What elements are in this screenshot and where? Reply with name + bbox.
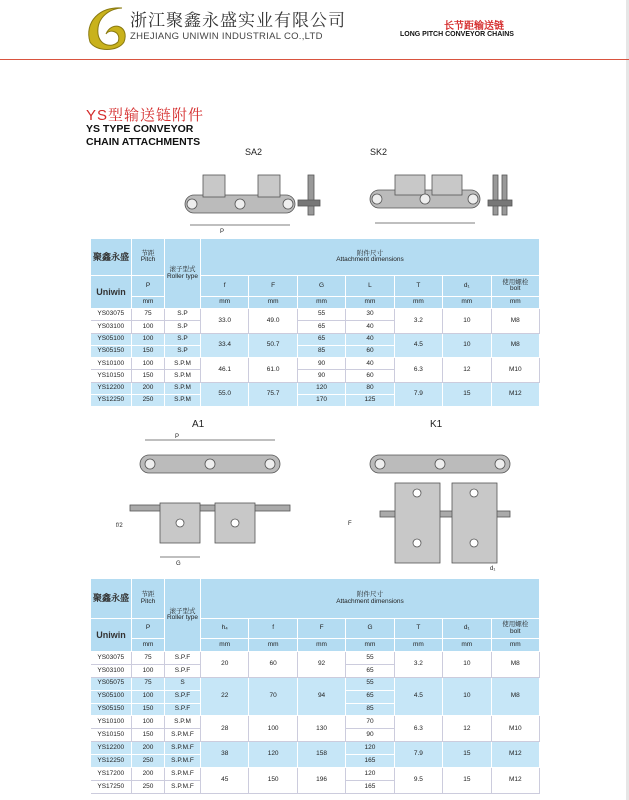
- catalog-title-cn: 长节距输送链: [444, 21, 504, 32]
- unit-cell: mm: [394, 297, 442, 309]
- roller-type-cell: S.P.M: [165, 370, 201, 382]
- roller-type-cell: S.P.M.F: [165, 742, 201, 755]
- pitch-header: 节距 Pitch: [132, 239, 165, 276]
- unit-cell: mm: [297, 639, 345, 652]
- dimension-cell-bolt: M10: [491, 716, 539, 742]
- dimension-cell-bolt: M8: [491, 652, 539, 678]
- dimension-cell-t: 3.2: [394, 652, 442, 678]
- dimension-cell-h4: 38: [201, 742, 249, 768]
- column-header: d₁: [443, 619, 491, 639]
- column-header: G: [297, 276, 345, 297]
- dimension-cell-f: 92: [297, 652, 345, 678]
- model-cell: YS12250: [91, 755, 132, 768]
- unit-cell: mm: [491, 639, 539, 652]
- dimension-cell: 80: [346, 382, 394, 394]
- pitch-cell: 75: [132, 309, 165, 321]
- model-cell: YS05075: [91, 677, 132, 690]
- dimension-cell: 60: [346, 370, 394, 382]
- dimension-cell: 165: [346, 755, 394, 768]
- dimension-cell: 40: [346, 358, 394, 370]
- attachment-table-1: [90, 238, 540, 407]
- unit-cell: mm: [132, 639, 165, 652]
- dimension-cell-bolt: M8: [491, 333, 539, 358]
- dimension-cell: 55: [297, 309, 345, 321]
- pitch-cell: 250: [132, 780, 165, 793]
- table-row: [91, 716, 540, 729]
- section-title-en: YS TYPE CONVEYOR: [86, 123, 194, 135]
- roller-type-header: 滚子型式 Roller type: [165, 579, 201, 652]
- dimension-cell: 85: [346, 703, 394, 716]
- brand-header-en: Uniwin: [91, 276, 132, 309]
- model-cell: YS05150: [91, 703, 132, 716]
- table-row: [91, 382, 540, 394]
- column-header: f: [249, 619, 297, 639]
- table-header-row: [91, 579, 540, 619]
- brand-header-en: Uniwin: [91, 619, 132, 652]
- model-cell: YS03075: [91, 652, 132, 665]
- sa2-sk2-diagrams: [170, 145, 530, 235]
- column-header: d₁: [443, 276, 491, 297]
- unit-cell: mm: [394, 639, 442, 652]
- dimension-cell-f: 100: [249, 716, 297, 742]
- dimension-cell: 120: [346, 742, 394, 755]
- pitch-symbol: P: [132, 276, 165, 297]
- column-header: f: [201, 276, 249, 297]
- dimension-cell-f: 158: [297, 742, 345, 768]
- pitch-cell: 250: [132, 755, 165, 768]
- dimension-cell-h4: 45: [201, 768, 249, 794]
- dimension-cell: 60: [346, 345, 394, 357]
- dimension-cell-bolt: M8: [491, 677, 539, 716]
- dimension-cell-f: 33.0: [201, 309, 249, 334]
- roller-type-cell: S.P.M.F: [165, 780, 201, 793]
- dimension-cell: 40: [346, 333, 394, 345]
- dimension-cell-f: 130: [297, 716, 345, 742]
- roller-type-cell: S.P.M: [165, 716, 201, 729]
- dimension-cell: 120: [346, 768, 394, 781]
- dimension-cell: 65: [297, 333, 345, 345]
- a1-k1-diagrams: [100, 415, 540, 575]
- roller-type-cell: S.P: [165, 333, 201, 345]
- model-cell: YS03100: [91, 321, 132, 333]
- dimension-cell-f: 33.4: [201, 333, 249, 358]
- dimension-cell: 90: [346, 729, 394, 742]
- roller-type-cell: S: [165, 677, 201, 690]
- roller-type-cell: S.P.M.F: [165, 755, 201, 768]
- brand-header-cn: 聚鑫永盛: [91, 239, 132, 276]
- dimension-cell-bolt: M12: [491, 768, 539, 794]
- table-row: [91, 768, 540, 781]
- unit-cell: mm: [346, 297, 394, 309]
- dimension-cell-f: 70: [249, 677, 297, 716]
- dimension-cell-f: 60: [249, 652, 297, 678]
- pitch-cell: 100: [132, 664, 165, 677]
- dimension-cell-h4: 28: [201, 716, 249, 742]
- dimension-cell-bolt: M10: [491, 358, 539, 383]
- pitch-cell: 150: [132, 345, 165, 357]
- model-cell: YS05100: [91, 333, 132, 345]
- model-cell: YS12200: [91, 742, 132, 755]
- dimension-cell: 90: [297, 370, 345, 382]
- pitch-cell: 250: [132, 395, 165, 407]
- model-cell: YS10100: [91, 358, 132, 370]
- pitch-cell: 100: [132, 321, 165, 333]
- dimension-cell-h4: 20: [201, 652, 249, 678]
- dimension-cell-t: 7.9: [394, 382, 442, 407]
- model-cell: YS12200: [91, 382, 132, 394]
- column-header: 使用螺栓 bolt: [491, 276, 539, 297]
- section-title-cn: YS型输送链附件: [86, 107, 205, 124]
- dimension-cell: 65: [346, 664, 394, 677]
- dimension-cell: 65: [297, 321, 345, 333]
- catalog-title-en: LONG PITCH CONVEYOR CHAINS: [400, 31, 514, 38]
- dimension-cell: 65: [346, 690, 394, 703]
- unit-cell: mm: [346, 639, 394, 652]
- dimension-cell: 125: [346, 395, 394, 407]
- model-cell: YS12250: [91, 395, 132, 407]
- table-row: [91, 742, 540, 755]
- table-row: [91, 652, 540, 665]
- table-row: [91, 333, 540, 345]
- roller-type-cell: S.P.M: [165, 358, 201, 370]
- dimension-cell-t: 7.9: [394, 742, 442, 768]
- section-title-en-2: CHAIN ATTACHMENTS: [86, 136, 201, 148]
- a1-g-label: G: [176, 561, 181, 567]
- k1-d1-label: d₁: [490, 566, 496, 572]
- dimension-cell-f: 49.0: [249, 309, 297, 334]
- dimension-cell-d1: 15: [443, 382, 491, 407]
- dimension-cell: 30: [346, 309, 394, 321]
- dimension-cell-f: 196: [297, 768, 345, 794]
- pitch-cell: 100: [132, 358, 165, 370]
- column-header: 使用螺栓 bolt: [491, 619, 539, 639]
- pitch-cell: 100: [132, 333, 165, 345]
- company-name-cn: 浙江聚鑫永盛实业有限公司: [130, 11, 346, 30]
- table-row: [91, 309, 540, 321]
- company-logo: [82, 2, 132, 52]
- dimension-cell-t: 6.3: [394, 358, 442, 383]
- column-header: T: [394, 619, 442, 639]
- unit-cell: mm: [443, 639, 491, 652]
- dimension-cell-d1: 15: [443, 742, 491, 768]
- unit-cell: mm: [491, 297, 539, 309]
- column-header: h₄: [201, 619, 249, 639]
- roller-type-cell: S.P: [165, 309, 201, 321]
- roller-type-cell: S.P.M: [165, 395, 201, 407]
- column-header: F: [297, 619, 345, 639]
- brand-header-cn: 聚鑫永盛: [91, 579, 132, 619]
- model-cell: YS03100: [91, 664, 132, 677]
- dimension-cell-t: 4.5: [394, 333, 442, 358]
- unit-cell: mm: [249, 639, 297, 652]
- dimension-cell-d1: 12: [443, 358, 491, 383]
- roller-type-cell: S.P.F: [165, 690, 201, 703]
- column-header: L: [346, 276, 394, 297]
- unit-cell: mm: [201, 297, 249, 309]
- roller-type-cell: S.P: [165, 345, 201, 357]
- roller-type-cell: S.P.F: [165, 703, 201, 716]
- dimension-cell-bolt: M12: [491, 382, 539, 407]
- dimension-cell-d1: 10: [443, 333, 491, 358]
- attachment-dimensions-header: 附件尺寸 Attachment dimensions: [201, 239, 540, 276]
- roller-type-cell: S.P.M.F: [165, 768, 201, 781]
- pitch-symbol: P: [132, 619, 165, 639]
- dimension-cell-f: 46.1: [201, 358, 249, 383]
- pitch-cell: 150: [132, 370, 165, 382]
- company-name-en: ZHEJIANG UNIWIN INDUSTRIAL CO.,LTD: [130, 31, 323, 42]
- dimension-cell: 40: [346, 321, 394, 333]
- dimension-cell-d1: 10: [443, 652, 491, 678]
- dimension-cell: 120: [297, 382, 345, 394]
- dimension-cell: 70: [346, 716, 394, 729]
- k1-f-label: F: [348, 521, 352, 527]
- sk2-label: SK2: [370, 147, 388, 157]
- unit-cell: mm: [201, 639, 249, 652]
- pitch-cell: 150: [132, 729, 165, 742]
- dimension-cell-t: 9.5: [394, 768, 442, 794]
- pitch-cell: 100: [132, 690, 165, 703]
- column-header: G: [346, 619, 394, 639]
- roller-type-cell: S.P.F: [165, 652, 201, 665]
- dimension-cell: 90: [297, 358, 345, 370]
- roller-type-cell: S.P.M: [165, 382, 201, 394]
- pitch-header: 节距 Pitch: [132, 579, 165, 619]
- model-cell: YS17250: [91, 780, 132, 793]
- pitch-cell: 100: [132, 716, 165, 729]
- dimension-cell: 55: [346, 677, 394, 690]
- dimension-cell-bolt: M8: [491, 309, 539, 334]
- a1-f2-label: f/2: [116, 523, 123, 529]
- dimension-cell-t: 4.5: [394, 677, 442, 716]
- header-divider: [0, 59, 629, 60]
- model-cell: YS10100: [91, 716, 132, 729]
- model-cell: YS05150: [91, 345, 132, 357]
- dimension-cell-d1: 12: [443, 716, 491, 742]
- dimension-cell-f: 120: [249, 742, 297, 768]
- unit-cell: mm: [297, 297, 345, 309]
- model-cell: YS10150: [91, 370, 132, 382]
- model-cell: YS03075: [91, 309, 132, 321]
- dimension-cell: 165: [346, 780, 394, 793]
- pitch-cell: 75: [132, 652, 165, 665]
- a1-pitch-label: P: [175, 434, 180, 440]
- table-header-row: [91, 239, 540, 276]
- dimension-cell-f: 150: [249, 768, 297, 794]
- column-header: T: [394, 276, 442, 297]
- dimension-cell-bolt: M12: [491, 742, 539, 768]
- attachment-dimensions-header: 附件尺寸 Attachment dimensions: [201, 579, 540, 619]
- roller-type-cell: S.P: [165, 321, 201, 333]
- dimension-cell-f: 50.7: [249, 333, 297, 358]
- dimension-cell-t: 6.3: [394, 716, 442, 742]
- pitch-cell: 200: [132, 768, 165, 781]
- dimension-cell-t: 3.2: [394, 309, 442, 334]
- dimension-cell: 85: [297, 345, 345, 357]
- roller-type-cell: S.P.M.F: [165, 729, 201, 742]
- dimension-cell-d1: 10: [443, 677, 491, 716]
- pitch-cell: 150: [132, 703, 165, 716]
- pitch-cell: 200: [132, 382, 165, 394]
- table-row: [91, 358, 540, 370]
- table-row: [91, 677, 540, 690]
- a1-label: A1: [192, 419, 205, 430]
- sa2-label: SA2: [245, 147, 263, 157]
- column-header: F: [249, 276, 297, 297]
- dimension-cell-f: 61.0: [249, 358, 297, 383]
- model-cell: YS10150: [91, 729, 132, 742]
- dimension-cell: 170: [297, 395, 345, 407]
- pitch-cell: 75: [132, 677, 165, 690]
- k1-label: K1: [430, 419, 443, 430]
- dimension-cell-h4: 22: [201, 677, 249, 716]
- unit-cell: mm: [443, 297, 491, 309]
- roller-type-cell: S.P.F: [165, 664, 201, 677]
- dimension-cell-f: 75.7: [249, 382, 297, 407]
- attachment-table-2: [90, 578, 540, 794]
- dimension-cell-d1: 15: [443, 768, 491, 794]
- sa2-pitch-label: P: [220, 229, 225, 235]
- model-cell: YS17200: [91, 768, 132, 781]
- unit-cell: mm: [132, 297, 165, 309]
- model-cell: YS05100: [91, 690, 132, 703]
- dimension-cell-d1: 10: [443, 309, 491, 334]
- dimension-cell-f: 55.0: [201, 382, 249, 407]
- unit-cell: mm: [249, 297, 297, 309]
- pitch-cell: 200: [132, 742, 165, 755]
- dimension-cell-f: 94: [297, 677, 345, 716]
- roller-type-header: 滚子型式 Roller type: [165, 239, 201, 309]
- dimension-cell: 55: [346, 652, 394, 665]
